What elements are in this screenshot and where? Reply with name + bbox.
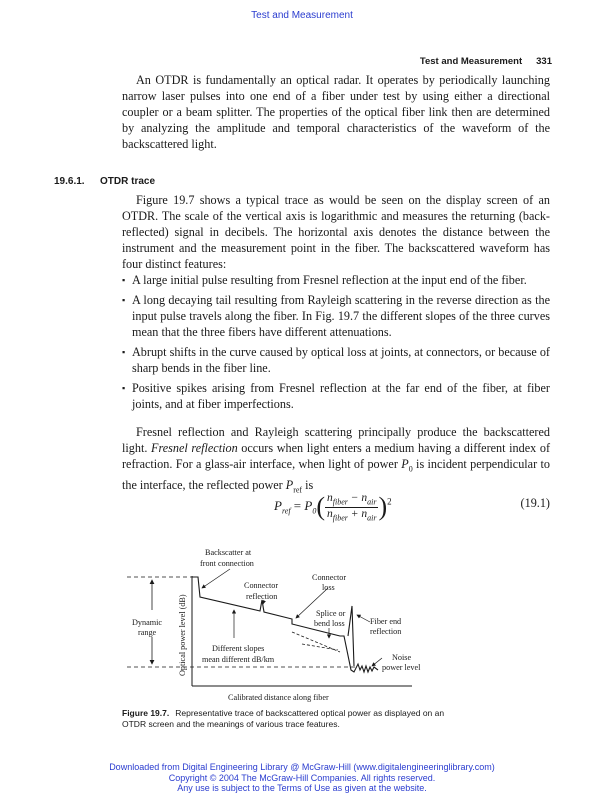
eq-num-op: − n [347, 492, 368, 505]
fresnel-text-2: occurs when light enters a medium having a different index of refraction. For a glass-air interface, when light of power [122, 441, 551, 471]
section-title: OTDR trace [100, 176, 156, 187]
fresnel-text-3: is incident perpendicular to the interface, the reflected power [122, 457, 550, 493]
symbol-p0-sub: 0 [408, 464, 413, 474]
label-connector-reflection-2: reflection [246, 592, 278, 601]
eq-lhs: P [274, 497, 282, 513]
eq-den-n1: n [327, 507, 333, 520]
label-connector-reflection-1: Connector [244, 581, 279, 590]
slope-line-2 [302, 644, 338, 650]
symbol-pref: P [285, 478, 294, 493]
caption-text: Representative trace of backscattered optical power as displayed on an OTDR screen and the meanings of various trace features. [122, 708, 445, 729]
running-head [420, 56, 552, 67]
caption-label: Figure 19.7. [122, 708, 170, 718]
footer-line-2: Copyright © 2004 The McGraw-Hill Companies. All rights reserved. [168, 772, 436, 783]
section-paragraph: Figure 19.7 shows a typical trace as would be seen on the display screen of an OTDR. The scale of the vertical axis is logarithmic and measures the returning (back-reflected) signal in decibels. The horizontal axis denotes the distance between the instrument and the measurement point in the fiber. The backscattered waveform has four distinct features: [122, 193, 550, 271]
footer [0, 762, 604, 794]
x-axis-label: Calibrated distance along fiber [228, 693, 329, 702]
figure-caption [122, 708, 452, 730]
label-dynamic-1: Dynamic [132, 618, 163, 627]
eq-den-sub1: fiber [332, 512, 348, 522]
symbol-p0: P [401, 457, 409, 471]
list-item: ▪ A large initial pulse resulting from Fresnel reflection at the input end of the fiber. [122, 272, 550, 288]
fresnel-text-1: Fresnel reflection and Rayleigh scattering principally produce the backscattered light. [122, 425, 550, 455]
eq-p: P [304, 497, 313, 513]
top-link[interactable]: Test and Measurement [251, 10, 353, 21]
otdr-trace-figure [122, 540, 552, 710]
eq-exponent: 2 [387, 496, 392, 507]
label-connector-loss-1: Connector [312, 573, 347, 582]
symbol-pref-sub: ref [293, 485, 303, 495]
label-fiber-end-1: Fiber end [370, 617, 402, 626]
feature-list [122, 272, 550, 416]
eq-p-sub: 0 [312, 506, 317, 516]
label-backscatter-2: front connection [200, 559, 254, 568]
eq-left-paren: ( [316, 492, 326, 521]
label-connector-loss-2: loss [322, 583, 335, 592]
eq-fraction [325, 492, 378, 522]
label-fiber-end-2: reflection [370, 627, 402, 636]
fresnel-term: Fresnel reflection [151, 441, 238, 455]
eq-num-sub1: fiber [332, 497, 348, 507]
list-item: ▪ A long decaying tail resulting from Rayleigh scattering in the reverse direction as the input pulse travels along the fiber. In Fig. 19.7 the different slopes of the three curves mean that the three fibers have different attenuations. [122, 292, 550, 340]
label-noise-1: Noise [392, 653, 412, 662]
eq-equals: = [290, 497, 305, 513]
eq-right-paren: ) [378, 492, 388, 521]
label-splice-1: Splice or [316, 609, 346, 618]
eq-numerator [325, 492, 378, 507]
footer-line-3[interactable]: Any use is subject to the Terms of Use as given at the website. [177, 783, 427, 793]
label-slopes-2: mean different dB/km [202, 655, 275, 664]
list-item: ▪ Abrupt shifts in the curve caused by optical loss at joints, at connectors, or because of sharp bends in the fiber line. [122, 344, 550, 376]
label-noise-2: power level [382, 663, 421, 672]
footer-line-1[interactable]: Downloaded from Digital Engineering Library @ McGraw-Hill (www.digitalengineeringlibrary.com) [109, 762, 495, 772]
fresnel-text-4: is [302, 478, 314, 493]
noise-arrow [372, 658, 382, 666]
eq-num-sub2: air [367, 497, 377, 507]
label-splice-2: bend loss [314, 619, 345, 628]
section-number: 19.6.1. [54, 176, 85, 187]
equation [122, 492, 550, 528]
section-heading [54, 176, 155, 187]
equation-number: (19.1) [520, 496, 550, 510]
fresnel-paragraph [122, 424, 550, 499]
list-item: ▪ Positive spikes arising from Fresnel reflection at the far end of the fiber, at fiber joints, and at fiber imperfections. [122, 380, 550, 412]
backscatter-arrow [202, 569, 230, 588]
eq-den-op: + n [347, 507, 368, 520]
label-backscatter-1: Backscatter at [205, 548, 252, 557]
eq-denominator [325, 508, 378, 522]
fiber-end-arrow [357, 615, 370, 622]
intro-paragraph: An OTDR is fundamentally an optical radar. It operates by periodically launching narrow laser pulses into one end of a fiber under test by using either a directional coupler or a beam splitter. The properties of the optical fiber link then are determined by analyzing the amplitude and temporal characteristics of the waveform of the backscattered light. [122, 73, 550, 151]
y-axis-label: Optical power level (dB) [178, 594, 187, 676]
page-number: 331 [536, 56, 552, 67]
running-head-title: Test and Measurement [419, 56, 523, 67]
equation-formula [274, 492, 392, 522]
label-slopes-1: Different slopes [212, 644, 265, 653]
label-dynamic-2: range [138, 628, 157, 637]
fiber-end-spike [348, 606, 354, 666]
eq-num-n1: n [327, 492, 333, 505]
eq-lhs-sub: ref [281, 506, 291, 516]
eq-den-sub2: air [367, 512, 377, 522]
otdr-trace-diagram [122, 540, 552, 710]
